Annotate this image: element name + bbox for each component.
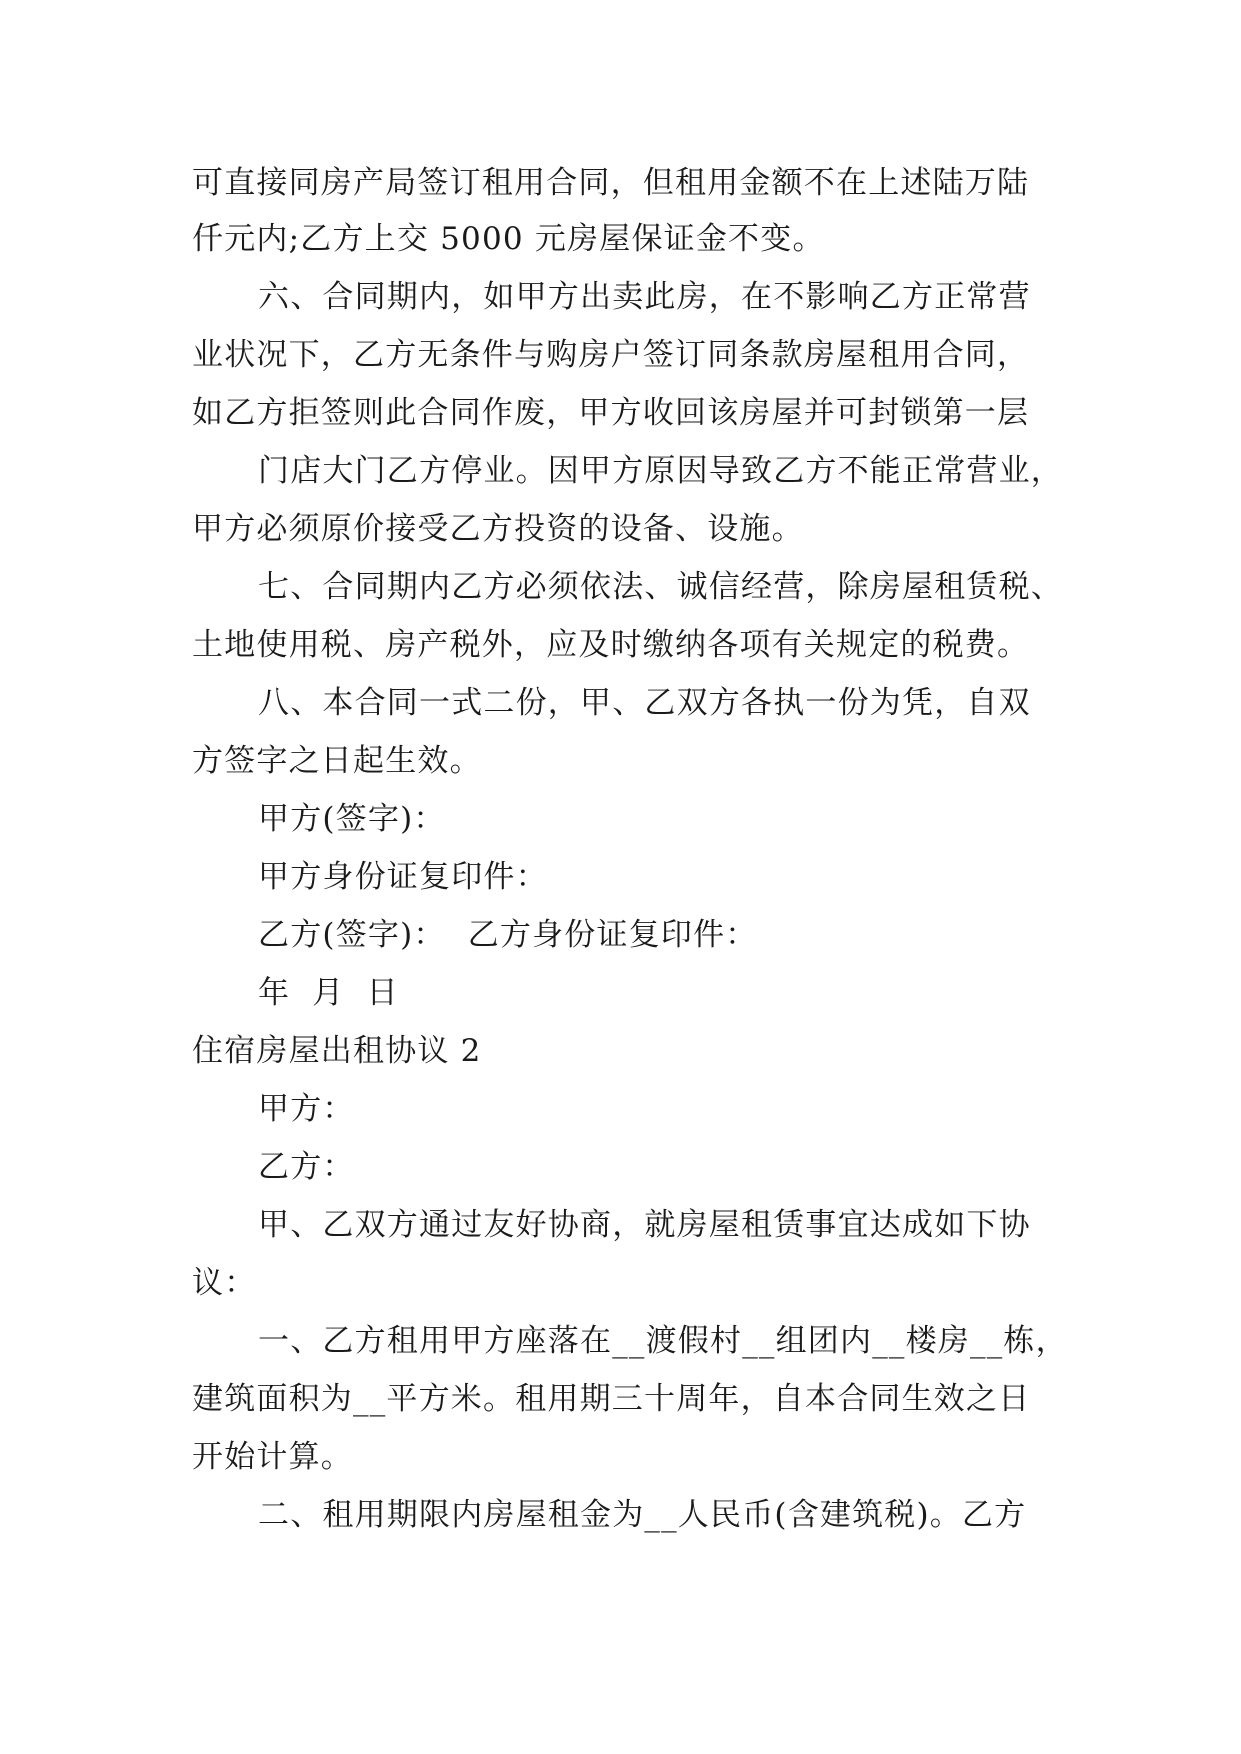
date-line: 年 月 日 xyxy=(258,975,399,1011)
signature-party-a-label: 甲方(签字)： xyxy=(258,801,446,837)
text-line: 二、租用期限内房屋租金为__人民币(含建筑税)。乙方 xyxy=(258,1497,1027,1533)
text-line: 方签字之日起生效。 xyxy=(192,743,482,779)
text-line: 如乙方拒签则此合同作废，甲方收回该房屋并可封锁第一层 xyxy=(192,395,1030,431)
text-line: 甲方必须原价接受乙方投资的设备、设施。 xyxy=(192,511,804,547)
signature-party-b-label: 乙方(签字)： 乙方身份证复印件： xyxy=(258,917,758,953)
id-copy-party-a-label: 甲方身份证复印件： xyxy=(258,859,548,895)
text-line: 开始计算。 xyxy=(192,1439,353,1475)
text-line: 一、乙方租用甲方座落在__渡假村__组团内__楼房__栋， xyxy=(258,1323,1068,1359)
text-line: 议： xyxy=(192,1265,257,1301)
text-line: 门店大门乙方停业。因甲方原因导致乙方不能正常营业， xyxy=(258,453,1063,489)
text-line: 七、合同期内乙方必须依法、诚信经营，除房屋租赁税、 xyxy=(258,569,1063,605)
text-line: 土地使用税、房产税外，应及时缴纳各项有关规定的税费。 xyxy=(192,627,1030,663)
section-title: 住宿房屋出租协议 2 xyxy=(192,1033,482,1069)
text-line: 建筑面积为__平方米。租用期三十周年，自本合同生效之日 xyxy=(192,1381,1031,1417)
text-line: 业状况下，乙方无条件与购房户签订同条款房屋租用合同， xyxy=(192,337,1030,373)
party-a-label: 甲方： xyxy=(258,1091,355,1127)
text-line: 可直接同房产局签订租用合同，但租用金额不在上述陆万陆 xyxy=(192,165,1030,201)
text-line: 六、合同期内，如甲方出卖此房，在不影响乙方正常营 xyxy=(258,279,1031,315)
text-line: 八、本合同一式二份，甲、乙双方各执一份为凭，自双 xyxy=(258,685,1031,721)
text-line: 甲、乙双方通过友好协商，就房屋租赁事宜达成如下协 xyxy=(258,1207,1031,1243)
party-b-label: 乙方： xyxy=(258,1149,355,1185)
text-line: 仟元内;乙方上交 5000 元房屋保证金不变。 xyxy=(192,221,825,257)
